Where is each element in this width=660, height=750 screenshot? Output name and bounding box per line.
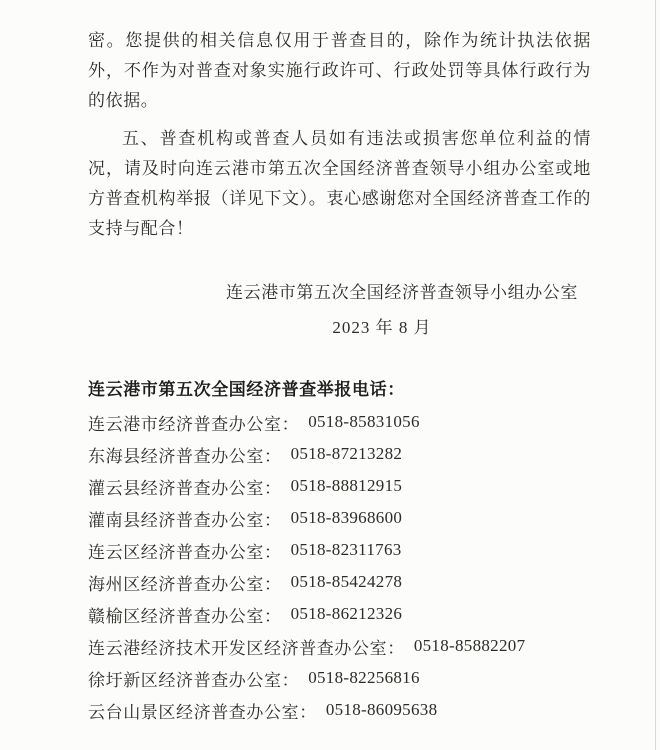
hotline-phone: 0518-88812915 xyxy=(290,476,403,495)
hotline-phone: 0518-82311763 xyxy=(290,540,402,559)
paragraph-confidentiality: 密。您提供的相关信息仅用于普查目的，除作为统计执法依据外，不作为对普查对象实施行政许可、行政处罚等具体行政行为的依据。 xyxy=(88,31,591,110)
hotline-row-lianyun xyxy=(88,534,591,566)
hotline-phone: 0518-82256816 xyxy=(308,668,420,687)
hotline-row-donghai xyxy=(88,438,591,470)
hotline-office: 赣榆区经济普查办公室： xyxy=(88,606,282,626)
hotline-office: 灌南县经济普查办公室： xyxy=(88,510,282,530)
hotline-row-kaifaqu xyxy=(88,630,591,662)
hotline-row-guanyun xyxy=(88,470,591,502)
hotline-row-ganyu xyxy=(88,598,591,630)
hotline-row-city xyxy=(88,406,591,438)
hotline-row-guannan xyxy=(88,502,591,534)
signature-office: 连云港市第五次全国经济普查领导小组办公室 xyxy=(226,283,578,302)
hotline-phone: 0518-87213282 xyxy=(290,444,403,463)
hotline-office: 连云港经济技术开发区经济普查办公室： xyxy=(88,638,405,658)
paragraph-report-violations: 五、普查机构或普查人员如有违法或损害您单位利益的情况，请及时向连云港市第五次全国经济普查领导小组办公室或地方普查机构举报（详见下文）。衷心感谢您对全国经济普查工作的支持与配合！ xyxy=(88,129,591,238)
hotline-phone: 0518-85831056 xyxy=(308,412,420,431)
hotline-phone: 0518-86095638 xyxy=(325,700,438,719)
hotline-row-haizhou xyxy=(88,566,591,598)
hotline-heading: 连云港市第五次全国经济普查举报电话： xyxy=(88,380,405,399)
hotline-phone: 0518-85882207 xyxy=(413,636,526,655)
hotline-office: 连云港市经济普查办公室： xyxy=(88,414,300,434)
hotline-office: 云台山景区经济普查办公室： xyxy=(88,702,317,722)
hotline-phone: 0518-83968600 xyxy=(290,508,403,527)
signature-date: 2023 年 8 月 xyxy=(332,318,432,337)
hotline-row-yuntaishan xyxy=(88,694,591,726)
hotline-list xyxy=(88,406,591,726)
hotline-phone: 0518-86212326 xyxy=(290,604,403,623)
hotline-office: 徐圩新区经济普查办公室： xyxy=(88,670,300,690)
hotline-office: 东海县经济普查办公室： xyxy=(88,446,282,466)
document-content xyxy=(88,26,591,726)
hotline-office: 海州区经济普查办公室： xyxy=(88,574,282,594)
signature-date-wrap xyxy=(187,313,577,343)
hotline-phone: 0518-85424278 xyxy=(290,572,403,591)
hotline-row-xuwei xyxy=(88,662,591,694)
hotline-office: 连云区经济普查办公室： xyxy=(88,542,282,562)
scan-edge-line xyxy=(655,0,656,750)
hotline-office: 灌云县经济普查办公室： xyxy=(88,478,282,498)
